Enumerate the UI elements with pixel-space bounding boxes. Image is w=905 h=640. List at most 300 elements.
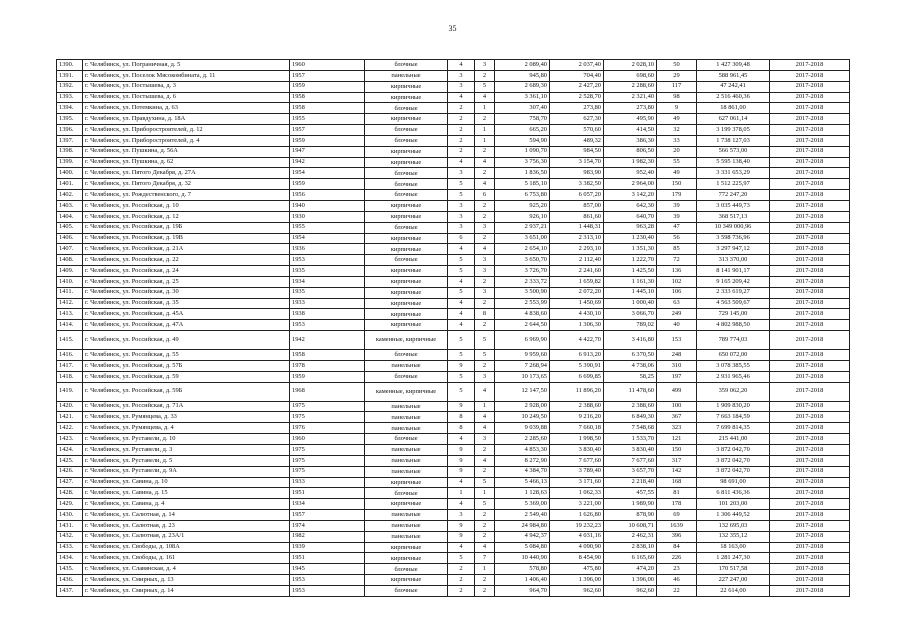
wall-material-cell: кирпичные	[365, 499, 448, 510]
entrances-cell: 4	[475, 179, 495, 190]
period-cell: 2017-2018	[770, 211, 850, 222]
year-cell: 1974	[290, 520, 365, 531]
living-area-cell: 861,60	[550, 211, 604, 222]
floors-cell: 9	[448, 466, 475, 477]
living-area-cell: 3 171,60	[550, 477, 604, 488]
living-area-cell: 19 232,23	[550, 520, 604, 531]
total-area-cell: 2 285,60	[495, 434, 550, 445]
total-area-cell: 4 838,60	[495, 309, 550, 320]
entrances-cell: 2	[475, 114, 495, 125]
year-cell: 1935	[290, 287, 365, 298]
cost-cell: 47 242,41	[697, 81, 770, 92]
total-area-cell: 4 384,70	[495, 466, 550, 477]
floors-cell: 2	[448, 103, 475, 114]
cost-cell: 3 872 042,70	[697, 455, 770, 466]
entrances-cell: 3	[475, 60, 495, 71]
period-cell: 2017-2018	[770, 190, 850, 201]
year-cell: 1934	[290, 276, 365, 287]
row-number-cell: 1400.	[57, 168, 83, 179]
total-area-cell: 10 249,50	[495, 412, 550, 423]
residential-area-cell: 878,90	[604, 510, 657, 521]
cost-cell: 8 141 901,17	[697, 266, 770, 277]
address-cell: г. Челябинск, ул. Поселок Мясокомбината, д. 11	[83, 70, 290, 81]
total-area-cell: 578,80	[495, 564, 550, 575]
living-area-cell: 2 528,70	[550, 92, 604, 103]
period-cell: 2017-2018	[770, 114, 850, 125]
wall-material-cell: блочные	[365, 564, 448, 575]
year-cell: 1951	[290, 553, 365, 564]
address-cell: г. Челябинск, ул. Пятого Декабря, д. 27А	[83, 168, 290, 179]
cost-cell: 3 331 653,29	[697, 168, 770, 179]
wall-material-cell: панельные	[365, 445, 448, 456]
period-cell: 2017-2018	[770, 520, 850, 531]
living-area-cell: 857,00	[550, 200, 604, 211]
cost-cell: 1 738 127,03	[697, 135, 770, 146]
entrances-cell: 2	[475, 146, 495, 157]
total-area-cell: 5 466,13	[495, 477, 550, 488]
entrances-cell: 1	[475, 135, 495, 146]
living-area-cell: 11 896,20	[550, 382, 604, 401]
wall-material-cell: блочные	[365, 434, 448, 445]
floors-cell: 9	[448, 360, 475, 371]
address-cell: г. Челябинск, ул. Смирных, д. 13	[83, 575, 290, 586]
floors-cell: 5	[448, 287, 475, 298]
living-area-cell: 3 830,40	[550, 445, 604, 456]
table-row	[57, 70, 850, 81]
row-number-cell: 1418.	[57, 371, 83, 382]
floors-cell: 4	[448, 157, 475, 168]
address-cell: г. Челябинск, ул. Свободы, д. 161	[83, 553, 290, 564]
row-number-cell: 1413.	[57, 309, 83, 320]
wall-material-cell: блочные	[365, 488, 448, 499]
living-area-cell: 5 390,91	[550, 360, 604, 371]
table-row	[57, 445, 850, 456]
floors-cell: 4	[448, 434, 475, 445]
period-cell: 2017-2018	[770, 531, 850, 542]
total-area-cell: 7 268,94	[495, 360, 550, 371]
table-row	[57, 81, 850, 92]
residents-cell: 56	[657, 233, 697, 244]
address-cell: г. Челябинск, ул. Руставели, д. 9А	[83, 466, 290, 477]
residents-cell: 197	[657, 371, 697, 382]
floors-cell: 5	[448, 266, 475, 277]
wall-material-cell: кирпичные	[365, 81, 448, 92]
total-area-cell: 4 942,37	[495, 531, 550, 542]
wall-material-cell: панельные	[365, 520, 448, 531]
residential-area-cell: 1 445,10	[604, 287, 657, 298]
floors-cell: 5	[448, 255, 475, 266]
entrances-cell: 4	[475, 244, 495, 255]
total-area-cell: 758,70	[495, 114, 550, 125]
address-cell: г. Челябинск, ул. Савина, д. 4	[83, 499, 290, 510]
entrances-cell: 4	[475, 455, 495, 466]
year-cell: 1957	[290, 510, 365, 521]
table-row	[57, 455, 850, 466]
year-cell: 1953	[290, 575, 365, 586]
entrances-cell: 3	[475, 434, 495, 445]
total-area-cell: 3 756,30	[495, 157, 550, 168]
residents-cell: 69	[657, 510, 697, 521]
year-cell: 1936	[290, 244, 365, 255]
entrances-cell: 7	[475, 553, 495, 564]
residential-area-cell: 642,30	[604, 200, 657, 211]
residents-cell: 396	[657, 531, 697, 542]
year-cell: 1954	[290, 168, 365, 179]
table-row	[57, 466, 850, 477]
table-row	[57, 531, 850, 542]
wall-material-cell: панельные	[365, 401, 448, 412]
cost-cell: 98 691,00	[697, 477, 770, 488]
row-number-cell: 1426.	[57, 466, 83, 477]
table-row	[57, 542, 850, 553]
entrances-cell: 8	[475, 309, 495, 320]
address-cell: г. Челябинск, ул. Российская, д. 59	[83, 371, 290, 382]
residential-area-cell: 1 982,30	[604, 157, 657, 168]
residents-cell: 367	[657, 412, 697, 423]
floors-cell: 2	[448, 114, 475, 125]
entrances-cell: 2	[475, 298, 495, 309]
cost-cell: 22 614,00	[697, 585, 770, 596]
total-area-cell: 2 644,50	[495, 320, 550, 331]
residents-cell: 121	[657, 434, 697, 445]
total-area-cell: 10 173,65	[495, 371, 550, 382]
row-number-cell: 1430.	[57, 510, 83, 521]
year-cell: 1938	[290, 309, 365, 320]
year-cell: 1960	[290, 434, 365, 445]
year-cell: 1960	[290, 60, 365, 71]
wall-material-cell: кирпичные	[365, 575, 448, 586]
total-area-cell: 4 853,30	[495, 445, 550, 456]
address-cell: г. Челябинск, ул. Российская, д. 49	[83, 331, 290, 350]
total-area-cell: 2 333,72	[495, 276, 550, 287]
floors-cell: 5	[448, 382, 475, 401]
row-number-cell: 1406.	[57, 233, 83, 244]
address-cell: г. Челябинск, ул. Российская, д. 19Б	[83, 222, 290, 233]
period-cell: 2017-2018	[770, 103, 850, 114]
living-area-cell: 1 450,69	[550, 298, 604, 309]
living-area-cell: 2 112,40	[550, 255, 604, 266]
residents-cell: 100	[657, 401, 697, 412]
entrances-cell: 4	[475, 412, 495, 423]
address-cell: г. Челябинск, ул. Российская, д. 59Б	[83, 382, 290, 401]
cost-cell: 4 563 509,67	[697, 298, 770, 309]
entrances-cell: 1	[475, 401, 495, 412]
address-cell: г. Челябинск, ул. Румянцева, д. 4	[83, 423, 290, 434]
year-cell: 1975	[290, 412, 365, 423]
wall-material-cell: панельные	[365, 423, 448, 434]
entrances-cell: 4	[475, 382, 495, 401]
floors-cell: 2	[448, 585, 475, 596]
cost-cell: 5 595 138,40	[697, 157, 770, 168]
living-area-cell: 3 382,50	[550, 179, 604, 190]
year-cell: 1955	[290, 222, 365, 233]
period-cell: 2017-2018	[770, 382, 850, 401]
year-cell: 1942	[290, 331, 365, 350]
year-cell: 1959	[290, 81, 365, 92]
entrances-cell: 2	[475, 575, 495, 586]
total-area-cell: 8 272,90	[495, 455, 550, 466]
period-cell: 2017-2018	[770, 255, 850, 266]
living-area-cell: 6 699,85	[550, 371, 604, 382]
residential-area-cell: 952,40	[604, 168, 657, 179]
year-cell: 1934	[290, 499, 365, 510]
wall-material-cell: блочные	[365, 60, 448, 71]
row-number-cell: 1409.	[57, 266, 83, 277]
cost-cell: 3 035 449,73	[697, 200, 770, 211]
period-cell: 2017-2018	[770, 360, 850, 371]
year-cell: 1975	[290, 401, 365, 412]
total-area-cell: 665,20	[495, 125, 550, 136]
table-row	[57, 222, 850, 233]
cost-cell: 1 281 247,30	[697, 553, 770, 564]
living-area-cell: 2 427,20	[550, 81, 604, 92]
address-cell: г. Челябинск, ул. Руставели, д. 10	[83, 434, 290, 445]
living-area-cell: 2 037,40	[550, 60, 604, 71]
floors-cell: 4	[448, 244, 475, 255]
floors-cell: 9	[448, 455, 475, 466]
address-cell: г. Челябинск, ул. Свободы, д. 108А	[83, 542, 290, 553]
total-area-cell: 1 090,70	[495, 146, 550, 157]
entrances-cell: 5	[475, 499, 495, 510]
year-cell: 1959	[290, 371, 365, 382]
cost-cell: 6 811 436,36	[697, 488, 770, 499]
living-area-cell: 2 313,10	[550, 233, 604, 244]
table-row	[57, 146, 850, 157]
table-row	[57, 114, 850, 125]
total-area-cell: 24 984,80	[495, 520, 550, 531]
year-cell: 1953	[290, 255, 365, 266]
wall-material-cell: блочные	[365, 585, 448, 596]
period-cell: 2017-2018	[770, 412, 850, 423]
year-cell: 1958	[290, 103, 365, 114]
residential-area-cell: 495,90	[604, 114, 657, 125]
residential-area-cell: 6 370,50	[604, 350, 657, 361]
entrances-cell: 5	[475, 350, 495, 361]
row-number-cell: 1423.	[57, 434, 83, 445]
total-area-cell: 9 039,88	[495, 423, 550, 434]
living-area-cell: 1 448,31	[550, 222, 604, 233]
living-area-cell: 4 031,16	[550, 531, 604, 542]
address-cell: г. Челябинск, ул. Российская, д. 10	[83, 200, 290, 211]
residents-cell: 153	[657, 331, 697, 350]
table-row	[57, 423, 850, 434]
floors-cell: 4	[448, 298, 475, 309]
residents-cell: 84	[657, 542, 697, 553]
living-area-cell: 7 660,18	[550, 423, 604, 434]
residents-cell: 168	[657, 477, 697, 488]
wall-material-cell: кирпичные	[365, 244, 448, 255]
living-area-cell: 704,40	[550, 70, 604, 81]
period-cell: 2017-2018	[770, 401, 850, 412]
period-cell: 2017-2018	[770, 455, 850, 466]
living-area-cell: 1 659,82	[550, 276, 604, 287]
entrances-cell: 4	[475, 542, 495, 553]
residents-cell: 317	[657, 455, 697, 466]
living-area-cell: 962,60	[550, 585, 604, 596]
cost-cell: 627 061,14	[697, 114, 770, 125]
period-cell: 2017-2018	[770, 510, 850, 521]
cost-cell: 2 516 460,36	[697, 92, 770, 103]
living-area-cell: 3 789,40	[550, 466, 604, 477]
year-cell: 1957	[290, 70, 365, 81]
cost-cell: 1 909 830,20	[697, 401, 770, 412]
entrances-cell: 2	[475, 70, 495, 81]
entrances-cell: 3	[475, 266, 495, 277]
period-cell: 2017-2018	[770, 233, 850, 244]
total-area-cell: 594,90	[495, 135, 550, 146]
floors-cell: 9	[448, 531, 475, 542]
residential-area-cell: 2 838,10	[604, 542, 657, 553]
row-number-cell: 1420.	[57, 401, 83, 412]
address-cell: г. Челябинск, ул. Постышева, д. 6	[83, 92, 290, 103]
table-row	[57, 125, 850, 136]
address-cell: г. Челябинск, ул. Пушкина, д. 56А	[83, 146, 290, 157]
cost-cell: 101 203,00	[697, 499, 770, 510]
cost-cell: 313 370,00	[697, 255, 770, 266]
table-row	[57, 412, 850, 423]
address-cell: г. Челябинск, ул. Российская, д. 25	[83, 276, 290, 287]
residential-area-cell: 698,60	[604, 70, 657, 81]
residential-area-cell: 1 533,70	[604, 434, 657, 445]
living-area-cell: 4 090,90	[550, 542, 604, 553]
page-number: 35	[448, 24, 457, 33]
floors-cell: 5	[448, 350, 475, 361]
living-area-cell: 3 221,00	[550, 499, 604, 510]
table-row	[57, 564, 850, 575]
total-area-cell: 5 084,80	[495, 542, 550, 553]
living-area-cell: 1 998,50	[550, 434, 604, 445]
period-cell: 2017-2018	[770, 466, 850, 477]
floors-cell: 8	[448, 423, 475, 434]
wall-material-cell: кирпичные	[365, 266, 448, 277]
wall-material-cell: кирпичные	[365, 542, 448, 553]
year-cell: 1933	[290, 477, 365, 488]
residential-area-cell: 3 066,70	[604, 309, 657, 320]
residential-area-cell: 3 142,20	[604, 190, 657, 201]
residential-area-cell: 474,20	[604, 564, 657, 575]
cost-cell: 3 297 947,12	[697, 244, 770, 255]
period-cell: 2017-2018	[770, 320, 850, 331]
wall-material-cell: кирпичные	[365, 157, 448, 168]
address-cell: г. Челябинск, ул. Российская, д. 24	[83, 266, 290, 277]
entrances-cell: 1	[475, 564, 495, 575]
entrances-cell: 2	[475, 520, 495, 531]
row-number-cell: 1401.	[57, 179, 83, 190]
table-row	[57, 499, 850, 510]
cost-cell: 18 163,00	[697, 542, 770, 553]
floors-cell: 4	[448, 499, 475, 510]
row-number-cell: 1435.	[57, 564, 83, 575]
row-number-cell: 1434.	[57, 553, 83, 564]
residential-area-cell: 1 161,30	[604, 276, 657, 287]
residents-cell: 226	[657, 553, 697, 564]
total-area-cell: 945,80	[495, 70, 550, 81]
address-cell: г. Челябинск, ул. Российская, д. 47А	[83, 320, 290, 331]
cost-cell: 588 961,45	[697, 70, 770, 81]
cost-cell: 18 861,00	[697, 103, 770, 114]
period-cell: 2017-2018	[770, 350, 850, 361]
living-area-cell: 6 913,20	[550, 350, 604, 361]
table-row	[57, 179, 850, 190]
wall-material-cell: блочные	[365, 350, 448, 361]
total-area-cell: 9 959,60	[495, 350, 550, 361]
cost-cell: 10 349 000,96	[697, 222, 770, 233]
cost-cell: 3 872 042,70	[697, 466, 770, 477]
floors-cell: 4	[448, 276, 475, 287]
year-cell: 1959	[290, 179, 365, 190]
year-cell: 1940	[290, 200, 365, 211]
residential-area-cell: 4 738,06	[604, 360, 657, 371]
table-row	[57, 255, 850, 266]
living-area-cell: 6 057,20	[550, 190, 604, 201]
floors-cell: 3	[448, 81, 475, 92]
living-area-cell: 1 306,30	[550, 320, 604, 331]
row-number-cell: 1416.	[57, 350, 83, 361]
total-area-cell: 3 650,70	[495, 255, 550, 266]
cost-cell: 227 247,00	[697, 575, 770, 586]
period-cell: 2017-2018	[770, 168, 850, 179]
residential-area-cell: 273,80	[604, 103, 657, 114]
residents-cell: 22	[657, 585, 697, 596]
residential-area-cell: 6 165,60	[604, 553, 657, 564]
table-row	[57, 92, 850, 103]
living-area-cell: 627,30	[550, 114, 604, 125]
residents-cell: 102	[657, 276, 697, 287]
period-cell: 2017-2018	[770, 70, 850, 81]
wall-material-cell: панельные	[365, 466, 448, 477]
period-cell: 2017-2018	[770, 222, 850, 233]
row-number-cell: 1393.	[57, 92, 83, 103]
floors-cell: 3	[448, 200, 475, 211]
residential-area-cell: 2 964,00	[604, 179, 657, 190]
residential-area-cell: 789,02	[604, 320, 657, 331]
table-row	[57, 331, 850, 350]
address-cell: г. Челябинск, ул. Савина, д. 15	[83, 488, 290, 499]
residential-area-cell: 58,25	[604, 371, 657, 382]
cost-cell: 729 145,00	[697, 309, 770, 320]
residential-area-cell: 457,55	[604, 488, 657, 499]
cost-cell: 3 199 378,05	[697, 125, 770, 136]
living-area-cell: 4 422,70	[550, 331, 604, 350]
residential-area-cell: 962,60	[604, 585, 657, 596]
floors-cell: 9	[448, 445, 475, 456]
total-area-cell: 1 836,50	[495, 168, 550, 179]
residential-area-cell: 1 000,40	[604, 298, 657, 309]
residential-area-cell: 2 462,31	[604, 531, 657, 542]
address-cell: г. Челябинск, ул. Салютная, д. 23А/1	[83, 531, 290, 542]
period-cell: 2017-2018	[770, 244, 850, 255]
table-row	[57, 190, 850, 201]
living-area-cell: 475,80	[550, 564, 604, 575]
wall-material-cell: панельные	[365, 531, 448, 542]
floors-cell: 2	[448, 146, 475, 157]
living-area-cell: 7 677,60	[550, 455, 604, 466]
residential-area-cell: 3 416,80	[604, 331, 657, 350]
floors-cell: 4	[448, 542, 475, 553]
residents-cell: 72	[657, 255, 697, 266]
row-number-cell: 1424.	[57, 445, 83, 456]
row-number-cell: 1415.	[57, 331, 83, 350]
period-cell: 2017-2018	[770, 542, 850, 553]
total-area-cell: 964,70	[495, 585, 550, 596]
row-number-cell: 1398.	[57, 146, 83, 157]
living-area-cell: 8 454,90	[550, 553, 604, 564]
residential-area-cell: 2 388,60	[604, 401, 657, 412]
table-row	[57, 60, 850, 71]
table-row	[57, 157, 850, 168]
residential-area-cell: 1 989,90	[604, 499, 657, 510]
living-area-cell: 984,50	[550, 146, 604, 157]
